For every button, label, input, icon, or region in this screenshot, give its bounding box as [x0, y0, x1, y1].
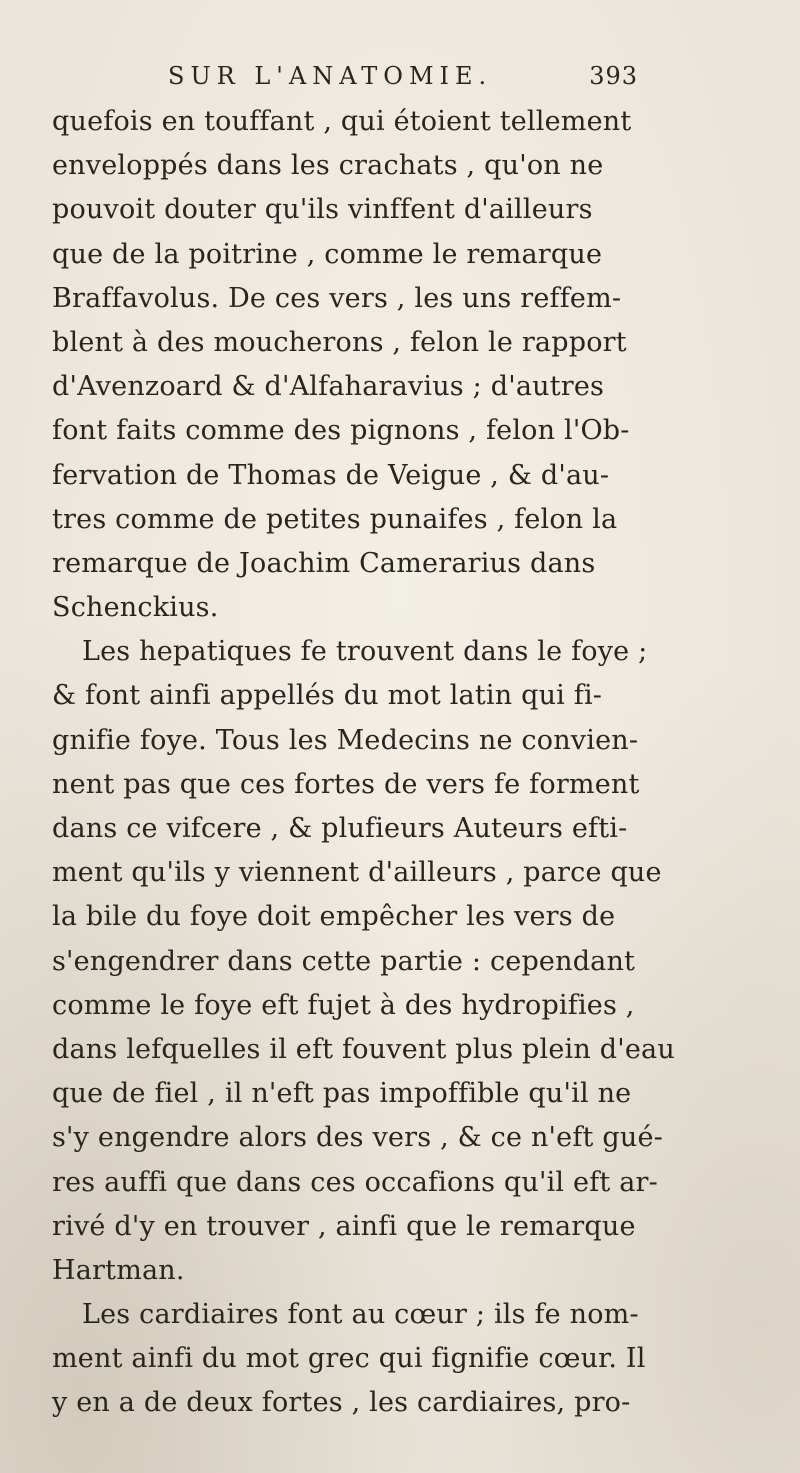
text-line: dans lefquelles il eft fouvent plus plein d'eau	[52, 1033, 675, 1065]
text-line: Schenckius.	[52, 592, 219, 624]
text-line: res auffi que dans ces occafions qu'il eft ar-	[52, 1166, 658, 1198]
text-line: rivé d'y en trouver , ainfi que le remarque	[52, 1210, 636, 1242]
text-line: nent pas que ces fortes de vers fe forment	[52, 768, 640, 800]
text-line: que de fiel , il n'eft pas impoffible qu'il ne	[52, 1078, 632, 1110]
text-line: gnifie foye. Tous les Medecins ne convien-	[52, 724, 639, 756]
text-line: Hartman.	[52, 1254, 185, 1286]
text-line: quefois en touffant , qui étoient tellement	[52, 106, 632, 137]
paragraph-start-line: Les hepatiques fe trouvent dans le foye ;	[82, 636, 648, 668]
text-line: blent à des moucherons , felon le rapport	[52, 326, 627, 358]
text-line: Braffavolus. De ces vers , les uns reffem-	[52, 282, 622, 314]
running-title: SUR L'ANATOMIE.	[168, 62, 493, 90]
text-line: s'engendrer dans cette partie : cependant	[52, 945, 636, 977]
text-line: pouvoit douter qu'ils vinffent d'ailleurs	[52, 194, 593, 226]
running-header	[168, 56, 638, 96]
text-line: s'y engendre alors des vers , & ce n'eft gué-	[52, 1122, 663, 1154]
text-line: tres comme de petites punaifes , felon la	[52, 503, 618, 535]
body-text	[52, 100, 772, 1426]
text-line: enveloppés dans les crachats , qu'on ne	[52, 150, 604, 182]
text-line: d'Avenzoard & d'Alfaharavius ; d'autres	[52, 371, 605, 403]
text-line: ment qu'ils y viennent d'ailleurs , parce que	[52, 857, 662, 889]
text-line: dans ce vifcere , & plufieurs Auteurs efti-	[52, 813, 628, 844]
text-line: la bile du foye doit empêcher les vers de	[52, 901, 616, 933]
text-line: que de la poitrine , comme le remarque	[52, 238, 603, 270]
paragraph-start-line: Les cardiaires font au cœur ; ils fe nom-	[82, 1299, 639, 1331]
text-line: fervation de Thomas de Veigue , & d'au-	[52, 459, 610, 491]
text-line: comme le foye eft fujet à des hydropifies ,	[52, 989, 635, 1021]
page-number: 393	[589, 62, 638, 90]
text-line: & font ainfi appellés du mot latin qui fi-	[52, 680, 603, 712]
text-line: ment ainfi du mot grec qui fignifie cœur. Il	[52, 1343, 646, 1375]
text-line: y en a de deux fortes , les cardiaires, pro-	[52, 1387, 631, 1419]
text-line: remarque de Joachim Camerarius dans	[52, 547, 596, 579]
text-line: font faits comme des pignons , felon l'Ob-	[52, 415, 630, 447]
